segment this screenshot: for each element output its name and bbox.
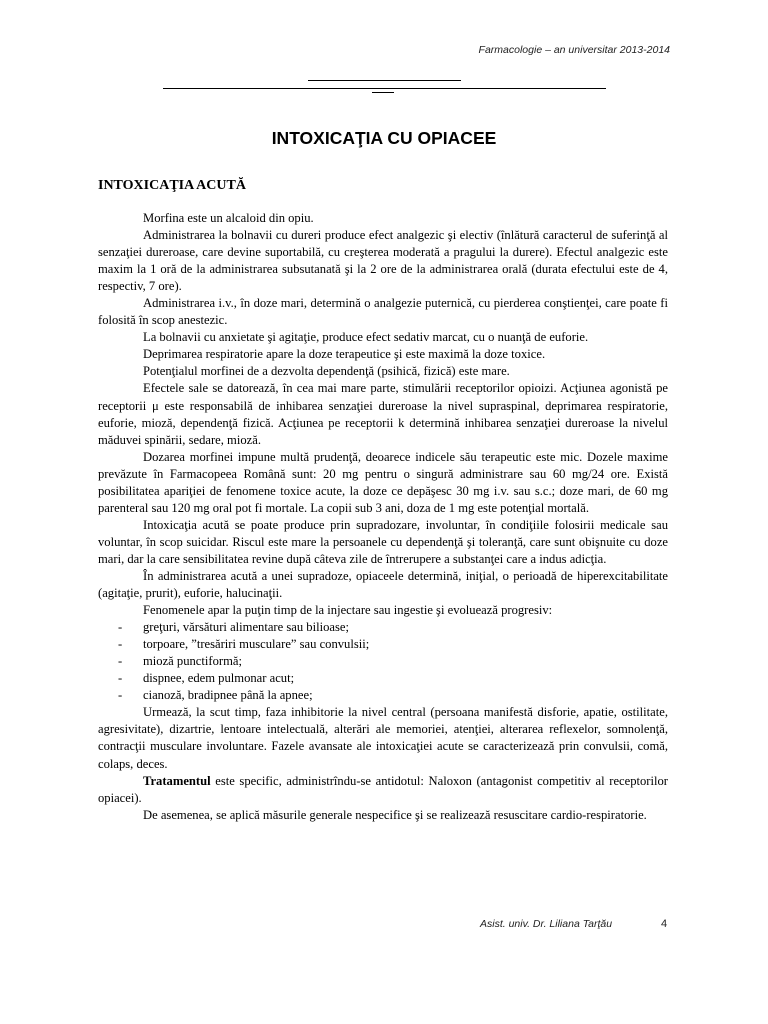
paragraph: Urmează, la scut timp, faza inhibitorie la nivel central (persoana manifestă disforie, apatie, ostilitate, agresivitate), dizartrie, lentoare intelectuală, alterări ale memoriei, atenţiei, alterarea reflexelor, somnolenţă, contracţii musculare involuntare. Fazele avansate ale intoxicaţiei acute se caracterizează prin convulsii, comă, colaps, deces. xyxy=(98,705,668,771)
paragraph: De asemenea, se aplică măsurile generale nespecifice şi se realizează resuscitare cardio-respiratorie. xyxy=(143,807,647,822)
list-item xyxy=(98,670,668,687)
list-item xyxy=(98,619,668,636)
list-item-text: cianoză, bradipnee până la apnee; xyxy=(143,688,313,703)
list-item xyxy=(98,653,668,670)
page-title: INTOXICAŢIA CU OPIACEE xyxy=(271,128,497,148)
paragraph: Administrarea i.v., în doze mari, determină o analgezie puternică, cu pierderea conştienţei, care poate fi folosită în scop anestezic. xyxy=(98,296,668,328)
paragraph: În administrarea acută a unei supradoze, opiaceele determină, iniţial, o perioadă de hiperexcitabilitate (agitaţie, prurit), euforie, halucinaţii. xyxy=(98,568,668,601)
page-number: 4 xyxy=(661,918,668,930)
paragraph: Potenţialul morfinei de a dezvolta dependenţă (psihică, fizică) este mare. xyxy=(143,364,510,379)
document-body xyxy=(98,210,668,824)
treatment-label: Tratamentul xyxy=(143,773,211,788)
paragraph: Intoxicaţia acută se poate produce prin supradozare, involuntar, în condiţiile folosirii medicale sau voluntar, în scop suicidar. Riscul este mare la persoanele cu dependenţă şi toleranţă, care sunt obişnuite cu doze mari, dar la care sensibilitatea revine după câteva zile de întrerupere a substanţei care a indus adicţia. xyxy=(98,517,668,566)
footer-author: Asist. univ. Dr. Liliana Tarţău xyxy=(480,918,613,930)
list-item-text: dispnee, edem pulmonar acut; xyxy=(143,671,295,686)
header-rule xyxy=(163,88,606,89)
header-rule-small xyxy=(372,92,394,93)
list-dash: - xyxy=(118,637,123,652)
list-dash: - xyxy=(118,620,123,635)
header-rule-top xyxy=(308,80,461,81)
list-dash: - xyxy=(118,688,123,703)
list-item-text: torpoare, ”tresăriri musculare” sau convulsii; xyxy=(143,637,370,652)
paragraph: Deprimarea respiratorie apare la doze terapeutice şi este maximă la doze toxice. xyxy=(143,347,546,362)
treatment-paragraph xyxy=(98,773,668,807)
symptom-list xyxy=(98,619,668,704)
paragraph: Administrarea la bolnavii cu dureri produce efect analgezic şi electiv (înlătură caracterul de suferinţă al senzaţiei dureroase, care devine suportabilă, cu creşterea moderată a pragului la durere). Efectul analgezic este maxim la 1 oră de la administrarea subsutanată şi la 2 ore de la administrarea orală (durata efectului este de 4, respectiv, 7 ore). xyxy=(98,228,668,294)
list-dash: - xyxy=(118,654,123,669)
list-item xyxy=(98,687,668,704)
section-heading: INTOXICAŢIA ACUTĂ xyxy=(98,178,246,193)
paragraph: Efectele sale se datorează, în cea mai mare parte, stimulării receptorilor opioizi. Acţiunea agonistă pe receptorii μ este responsabilă de inhibarea senzaţiei dureroase la nivel supraspinal, deprimarea respiratorie, euforie, mioză, dependenţă fizică. Acţiunea pe receptorii k determină inhibarea senzaţiei dureroase la nivelul măduvei spinării, sedare, mioză. xyxy=(98,381,668,447)
treatment-text: este specific, administrîndu-se antidotul: Naloxon (antagonist competitiv al receptorilor opiacei). xyxy=(98,773,668,805)
paragraph: Morfina este un alcaloid din opiu. xyxy=(143,211,314,225)
paragraph: Fenomenele apar la puţin timp de la injectare sau ingestie şi evoluează progresiv: xyxy=(143,603,553,618)
list-dash: - xyxy=(118,671,123,686)
paragraph: Dozarea morfinei impune multă prudenţă, deoarece indicele său terapeutic este mic. Dozele maxime prevăzute în Farmacopeea Română sunt: 20 mg pentru o singură administrare sau 60 mg/24 ore. Există posibilitatea apariţiei de fenomene toxice acute, la doze ce depăşesc 30 mg i.v. sau s.c.; doze mari, de 60 mg parenteral sau 120 mg oral pot fi mortale. La copii sub 3 ani, doza de 1 mg este potenţial mortală. xyxy=(98,449,668,515)
list-item-text: mioză punctiformă; xyxy=(143,654,242,669)
course-header: Farmacologie – an universitar 2013-2014 xyxy=(478,44,670,56)
paragraph: La bolnavii cu anxietate şi agitaţie, produce efect sedativ marcat, cu o nuanţă de euforie. xyxy=(143,330,589,345)
list-item xyxy=(98,636,668,653)
list-item-text: greţuri, vărsături alimentare sau bilioase; xyxy=(143,620,349,635)
